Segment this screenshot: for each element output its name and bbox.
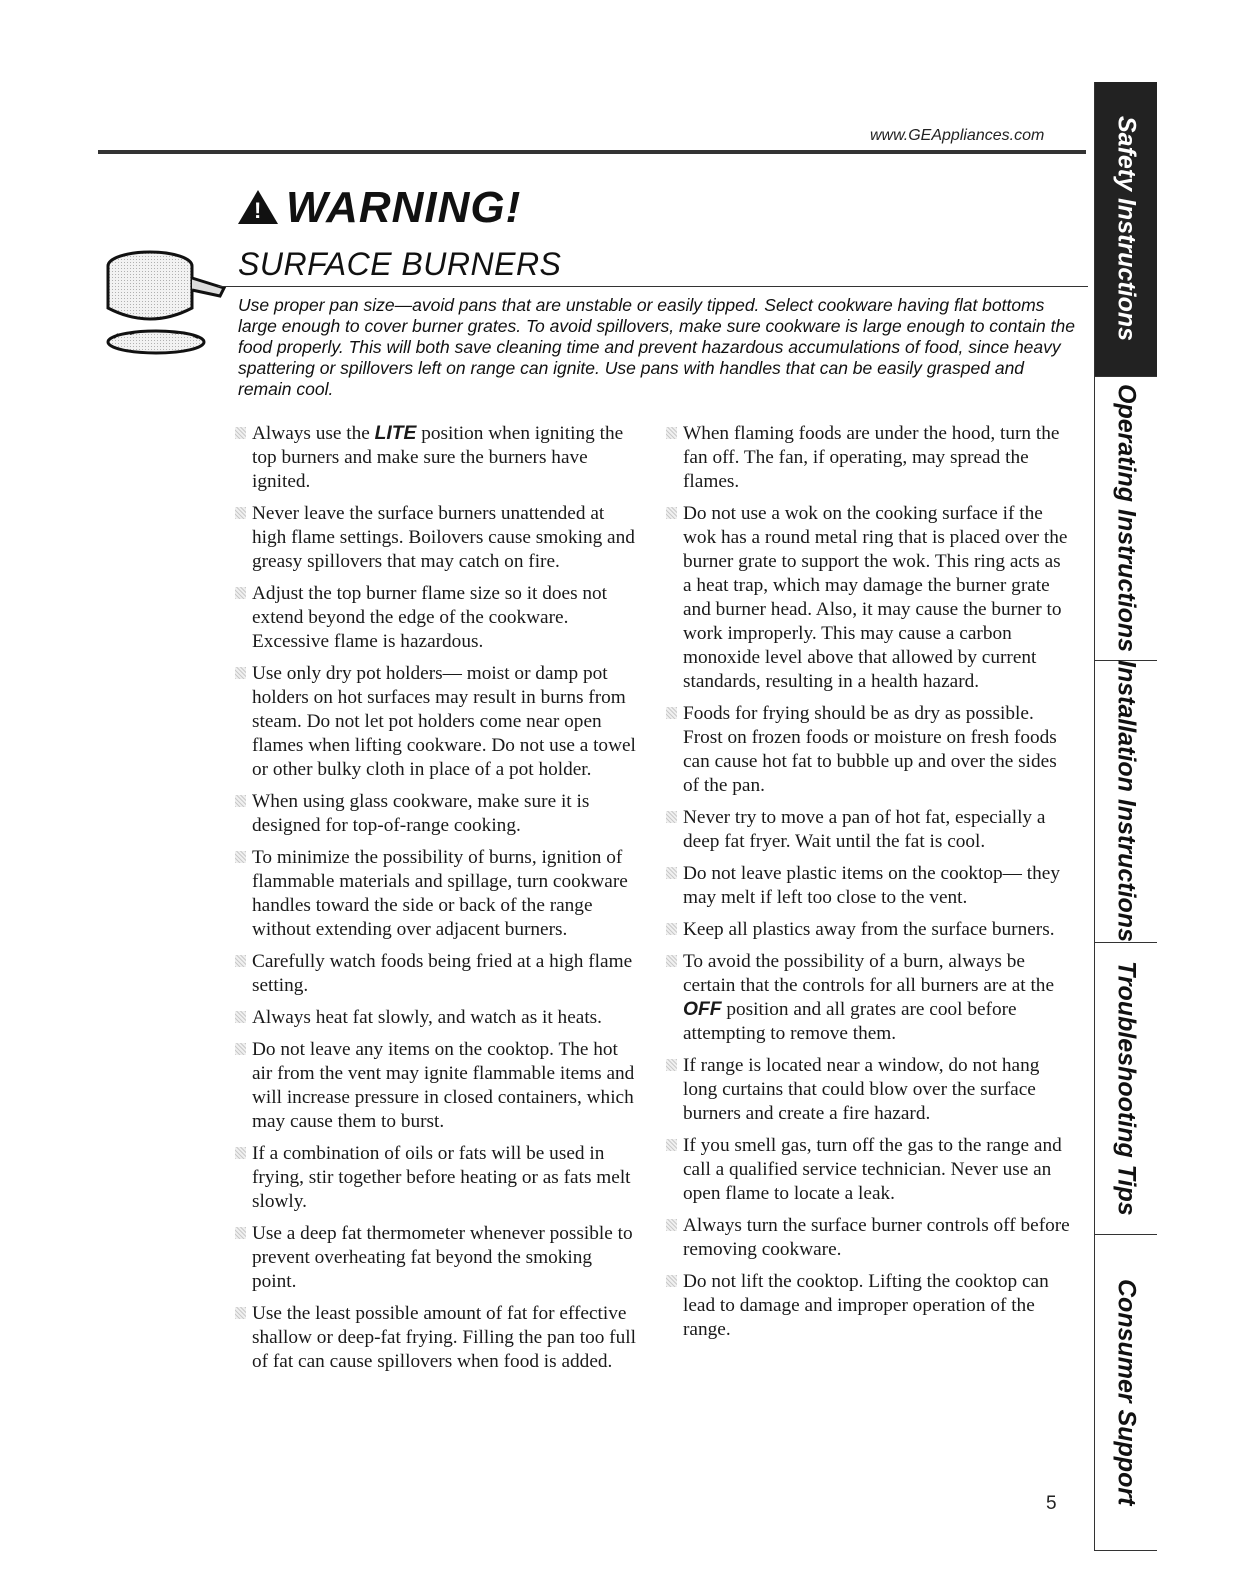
bullet-text: Do not lift the cooktop. Lifting the cooktop can lead to damage and improper operation of the range. (683, 1271, 1049, 1340)
bullet-item (666, 1054, 1071, 1126)
bullet-icon (666, 707, 677, 719)
bullet-icon (235, 587, 246, 599)
sidebar-tab[interactable] (1095, 942, 1157, 1235)
header-rule (98, 150, 1086, 154)
bullet-text: Use the least possible amount of fat for effective shallow or deep-fat frying. Filling the pan too full of fat can cause spillovers when food is added. (252, 1303, 636, 1372)
bullet-text: Foods for frying should be as dry as possible. Frost on frozen foods or moisture on fresh foods can cause hot fat to bubble up and over the sides of the pan. (683, 703, 1057, 796)
bullet-icon (666, 427, 677, 439)
setting-label: LITE (374, 423, 417, 444)
bullet-text: Do not leave plastic items on the cooktop— they may melt if left too close to the vent. (683, 863, 1060, 908)
sidebar-tab-label: Safety Instructions (1112, 116, 1141, 342)
page-number: 5 (1046, 1493, 1057, 1514)
bullet-icon (235, 667, 246, 679)
sidebar-nav (1094, 82, 1157, 1551)
bullet-icon (235, 1011, 246, 1023)
bullet-text: Always heat fat slowly, and watch as it heats. (252, 1007, 602, 1028)
bullet-item (666, 918, 1071, 942)
sidebar-tab[interactable] (1095, 660, 1157, 943)
bullet-item (235, 422, 640, 494)
bullet-icon (666, 1139, 677, 1151)
website-url: www.GEAppliances.com (870, 127, 1045, 144)
bullet-icon (235, 507, 246, 519)
bullet-icon (235, 427, 246, 439)
section-title: SURFACE BURNERS (238, 246, 562, 282)
setting-label: OFF (683, 999, 722, 1020)
bullet-icon (666, 955, 677, 967)
bullet-item (235, 662, 640, 782)
bullet-item (235, 1038, 640, 1134)
bullet-text: Always use the (252, 423, 375, 444)
section-intro: Use proper pan size—avoid pans that are unstable or easily tipped. Select cookware having flat bottoms large enough to cover burner grates. To avoid spillovers, make sure cookware is large enough to contain the food properly. This will both save cleaning time and prevent hazardous accumulations of food, since heavy spattering or spillovers left on range can ignite. Use pans with handles that can be easily grasped and remain cool. (238, 295, 1075, 399)
bullet-icon (666, 867, 677, 879)
bullet-item (666, 1214, 1071, 1262)
bullet-icon (235, 795, 246, 807)
sidebar-tab-label: Operating Instructions (1112, 383, 1141, 653)
sidebar-tab[interactable] (1095, 1234, 1157, 1551)
sidebar-tab-label: Installation Instructions (1112, 660, 1141, 942)
bullet-text: Use only dry pot holders— moist or damp pot holders on hot surfaces may result in burns from steam. Do not let pot holders come near open flames when lifting cookware. Do not use a towel or other bulky cloth in place of a pot holder. (252, 663, 636, 780)
bullet-text: Keep all plastics away from the surface burners. (683, 919, 1055, 940)
bullet-item (235, 582, 640, 654)
bullet-text: Carefully watch foods being fried at a high flame setting. (252, 951, 633, 996)
bullet-item (666, 950, 1071, 1046)
bullet-icon (666, 1059, 677, 1071)
bullet-item (666, 862, 1071, 910)
bullet-text: Never try to move a pan of hot fat, especially a deep fat fryer. Wait until the fat is cool. (683, 807, 1046, 852)
bullet-icon (235, 1307, 246, 1319)
bullet-item (235, 1302, 640, 1374)
bullet-text: Adjust the top burner flame size so it does not extend beyond the edge of the cookware. Excessive flame is hazardous. (252, 583, 608, 652)
bullet-text: position when igniting the top burners and make sure the burners have ignited. (252, 423, 624, 492)
bullet-item (666, 502, 1071, 694)
bullet-text: Always turn the surface burner controls off before removing cookware. (683, 1215, 1070, 1260)
bullet-item (666, 702, 1071, 798)
bullet-icon (235, 955, 246, 967)
section-rule (218, 286, 1088, 287)
warning-label: WARNING! (286, 183, 522, 232)
bullet-item (235, 950, 640, 998)
bullet-icon (666, 1275, 677, 1287)
bullet-icon (666, 923, 677, 935)
bullet-item (235, 1006, 640, 1030)
bullet-icon (666, 507, 677, 519)
bullet-text: If a combination of oils or fats will be used in frying, stir together before heating or as fats melt slowly. (252, 1143, 631, 1212)
sidebar-tab-label: Troubleshooting Tips (1112, 960, 1141, 1216)
bullet-text: If range is located near a window, do not hang long curtains that could blow over the surface burners and create a fire hazard. (683, 1055, 1040, 1124)
bullet-icon (235, 851, 246, 863)
pot-on-burner-icon (100, 238, 230, 360)
bullet-item (666, 1270, 1071, 1342)
bullet-text: To minimize the possibility of burns, ignition of flammable materials and spillage, turn cookware handles toward the side or back of the range without extending over adjacent burners. (252, 847, 628, 940)
bullet-text: position and all grates are cool before attempting to remove them. (683, 999, 1017, 1044)
bullet-icon (235, 1147, 246, 1159)
bullet-item (666, 422, 1071, 494)
sidebar-tab-label: Consumer Support (1112, 1278, 1141, 1506)
right-column (666, 422, 1071, 1350)
sidebar-tab[interactable] (1095, 82, 1157, 377)
bullet-text: If you smell gas, turn off the gas to the range and call a qualified service technician. Never use an open flame to locate a leak. (683, 1135, 1062, 1204)
bullet-icon (235, 1043, 246, 1055)
bullet-icon (666, 811, 677, 823)
bullet-text: Use a deep fat thermometer whenever possible to prevent overheating fat beyond the smoking point. (252, 1223, 633, 1292)
bullet-text: When using glass cookware, make sure it is designed for top-of-range cooking. (252, 791, 590, 836)
bullet-icon (235, 1227, 246, 1239)
bullet-item (235, 1222, 640, 1294)
bullet-item (235, 502, 640, 574)
bullet-item (666, 1134, 1071, 1206)
bullet-text: Never leave the surface burners unattended at high flame settings. Boilovers cause smoking and greasy spillovers that may catch on fire. (252, 503, 635, 572)
sidebar-tab[interactable] (1095, 376, 1157, 661)
bullet-item (235, 846, 640, 942)
warning-triangle-icon (238, 190, 278, 224)
bullet-item (235, 790, 640, 838)
bullet-text: When flaming foods are under the hood, turn the fan off. The fan, if operating, may spread the flames. (683, 423, 1060, 492)
bullet-icon (666, 1219, 677, 1231)
warning-heading (238, 183, 521, 233)
bullet-text: Do not use a wok on the cooking surface if the wok has a round metal ring that is placed over the burner grate to support the wok. This ring acts as a heat trap, which may damage the burner grate and burner head. Also, it may cause the burner to work improperly. This may cause a carbon monoxide level above that allowed by current standards, resulting in a health hazard. (683, 503, 1068, 692)
bullet-text: Do not leave any items on the cooktop. The hot air from the vent may ignite flammable items and will increase pressure in closed containers, which may cause them to burst. (252, 1039, 635, 1132)
bullet-text: To avoid the possibility of a burn, always be certain that the controls for all burners are at the (683, 951, 1055, 996)
bullet-item (666, 806, 1071, 854)
bullet-item (235, 1142, 640, 1214)
left-column (235, 422, 640, 1382)
